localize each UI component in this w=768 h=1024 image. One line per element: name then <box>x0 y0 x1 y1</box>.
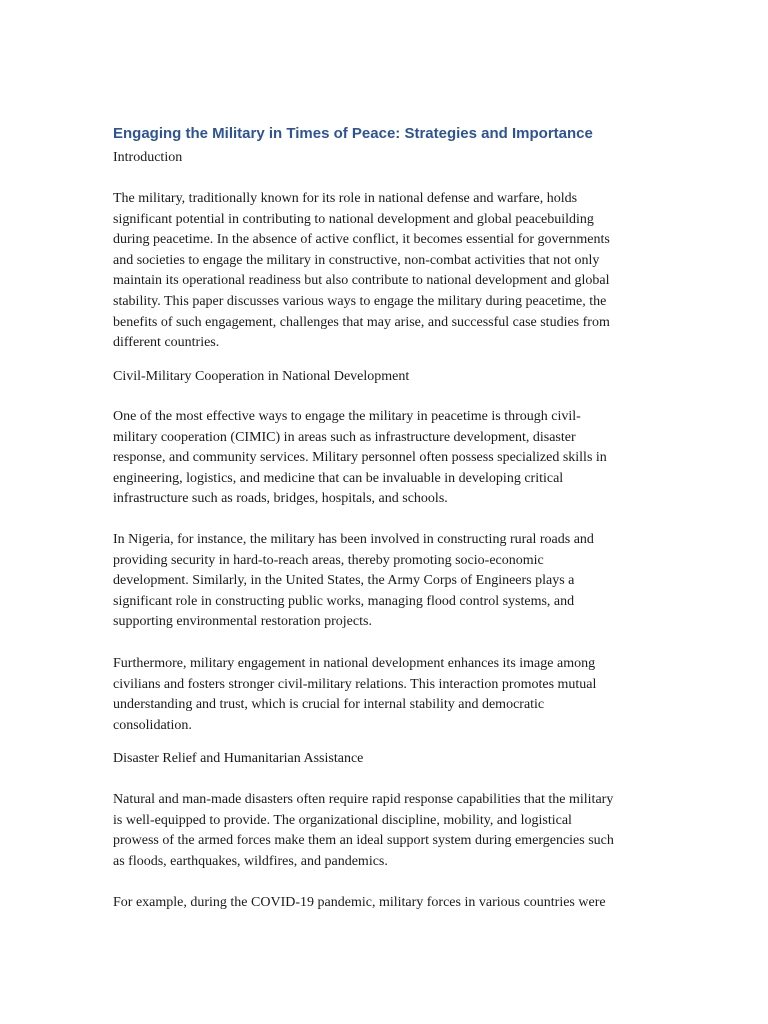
text-line: For example, during the COVID-19 pandemic, military forces in various countries were <box>113 895 606 910</box>
text-line: The military, traditionally known for its role in national defense and warfare, holds <box>113 191 578 206</box>
text-line: response, and community services. Military personnel often possess specialized skills in <box>113 450 607 466</box>
paragraph-introduction <box>113 189 658 354</box>
text-line: providing security in hard-to-reach areas, thereby promoting socio-economic <box>113 552 544 568</box>
text-line: as floods, earthquakes, wildfires, and pandemics. <box>113 853 388 869</box>
paragraph-disaster-response <box>113 790 658 872</box>
text-line: One of the most effective ways to engage the military in peacetime is through civil- <box>113 409 581 424</box>
document-title: Engaging the Military in Times of Peace: Strategies and Importance <box>113 125 593 142</box>
text-line: supporting environmental restoration projects. <box>113 614 372 630</box>
paragraph-civil-relations <box>113 654 658 736</box>
text-line: significant role in constructing public works, managing flood control systems, and <box>113 593 575 609</box>
paragraph-nigeria-example <box>113 530 658 633</box>
text-line: prowess of the armed forces make them an ideal support system during emergencies such <box>113 833 614 849</box>
text-line: development. Similarly, in the United States, the Army Corps of Engineers plays a <box>113 573 575 589</box>
text-line: understanding and trust, which is crucial for internal stability and democratic <box>113 697 545 713</box>
section-heading-introduction: Introduction <box>113 150 183 165</box>
text-line: Natural and man-made disasters often require rapid response capabilities that the military <box>113 792 614 807</box>
paragraph-covid-example <box>113 893 658 914</box>
text-line: infrastructure such as roads, bridges, hospitals, and schools. <box>113 491 448 507</box>
text-line: different countries. <box>113 335 220 351</box>
text-line: benefits of such engagement, challenges that may arise, and successful case studies from <box>113 314 610 330</box>
section-heading-civil-military: Civil-Military Cooperation in National Development <box>113 369 410 384</box>
text-line: In Nigeria, for instance, the military has been involved in constructing rural roads and <box>113 532 594 547</box>
text-line: significant potential in contributing to national development and global peacebuilding <box>113 211 594 227</box>
section-heading-disaster-relief: Disaster Relief and Humanitarian Assistance <box>113 751 364 766</box>
text-line: civilians and fosters stronger civil-military relations. This interaction promotes mutual <box>113 676 597 692</box>
text-line: during peacetime. In the absence of active conflict, it becomes essential for governments <box>113 232 610 248</box>
text-line: consolidation. <box>113 717 192 733</box>
paragraph-cimic <box>113 407 658 510</box>
text-line: and societies to engage the military in constructive, non-combat activities that not only <box>113 252 600 268</box>
text-line: is well-equipped to provide. The organizational discipline, mobility, and logistical <box>113 812 572 828</box>
text-line: Furthermore, military engagement in national development enhances its image among <box>113 656 596 671</box>
text-line: engineering, logistics, and medicine that can be invaluable in developing critical <box>113 470 564 486</box>
text-line: military cooperation (CIMIC) in areas such as infrastructure development, disaster <box>113 429 576 445</box>
text-line: maintain its operational readiness but also contribute to national development and global <box>113 273 610 289</box>
text-line: stability. This paper discusses various ways to engage the military during peacetime, the <box>113 293 607 309</box>
